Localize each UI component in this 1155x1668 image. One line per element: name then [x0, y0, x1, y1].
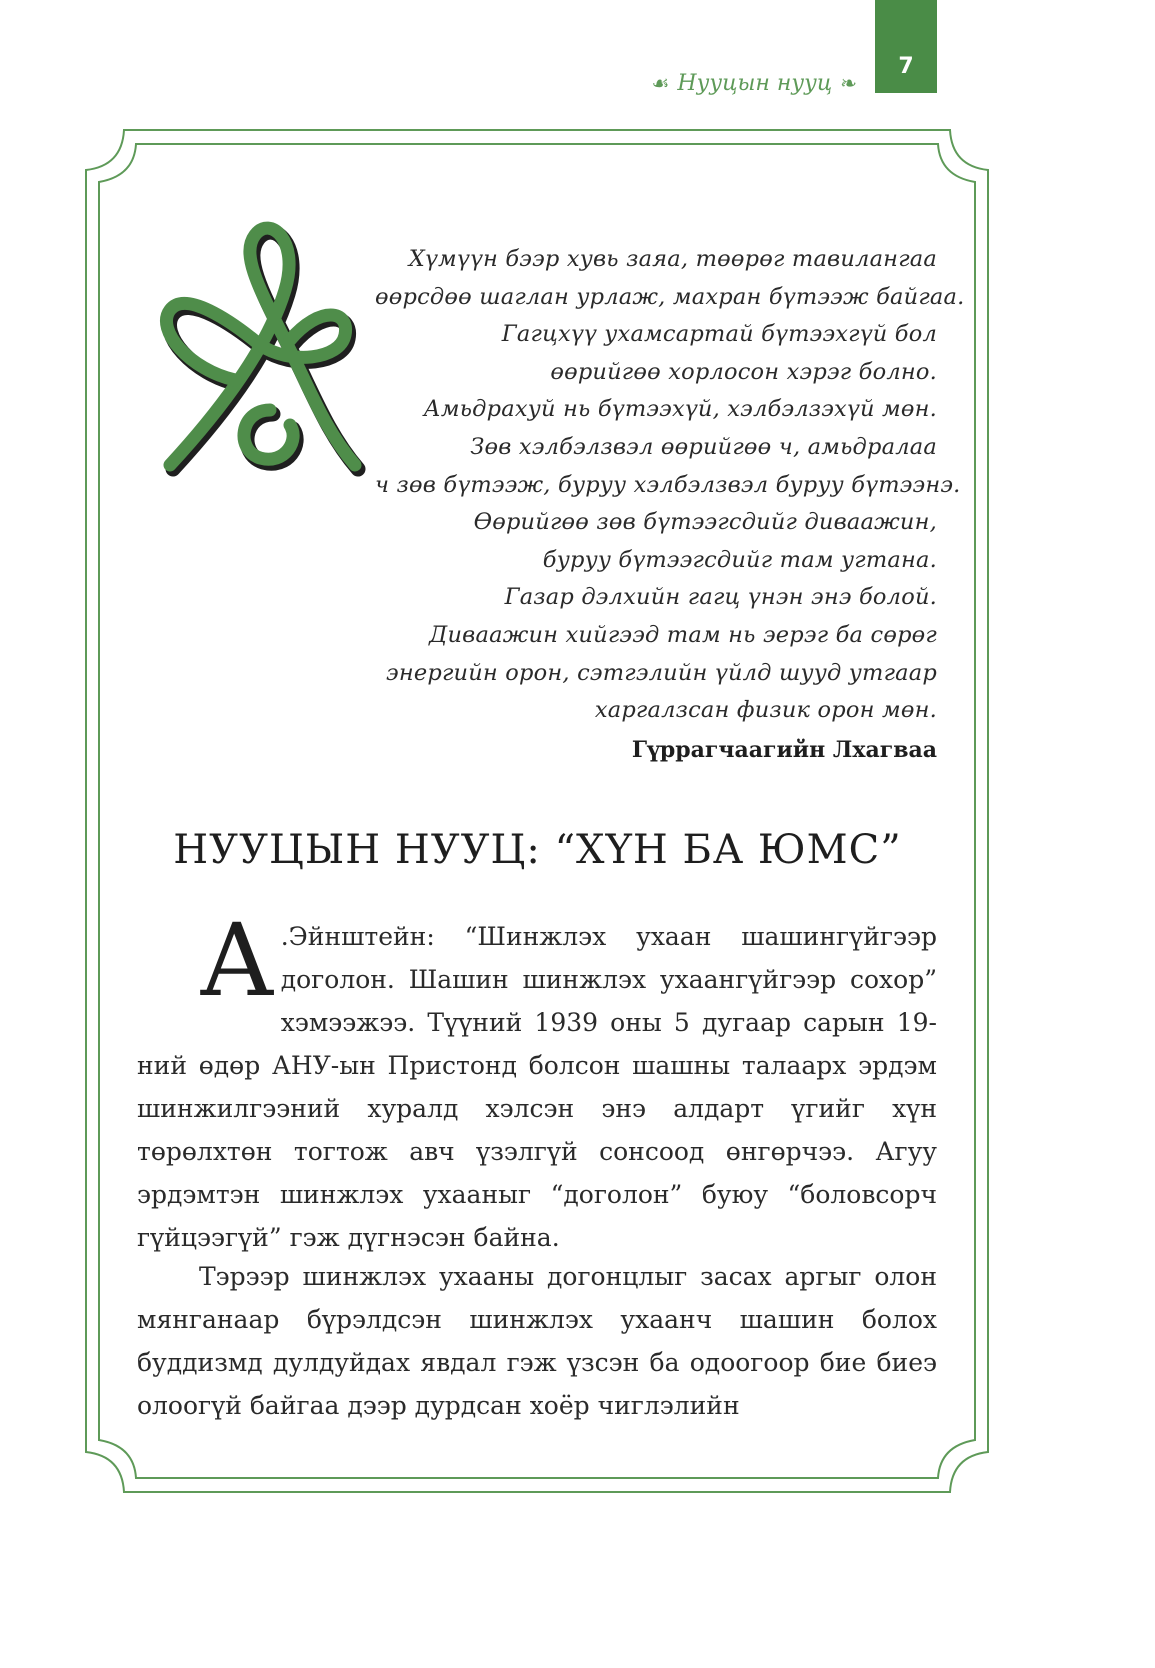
- paragraph-text: Тэрээр шинжлэх ухааны догонцлыг засах аргыг олон мянганаар бүрэлдсэн шинжлэх ухаанч шашин болох буддизмд дулдуйдах явдал гэж үзсэн ба одоогоор бие биеэ олоогүй байгаа дээр дурдсан хоёр чиглэлийн: [137, 1262, 937, 1420]
- poem-line: Диваажин хийгээд там нь эерэг ба сөрөг: [429, 621, 937, 648]
- poem-line: Зөв хэлбэлзвэл өөрийгөө ч, амьдралаа: [470, 433, 937, 460]
- page-number: 7: [898, 54, 914, 79]
- drop-cap: А: [199, 902, 275, 1019]
- paragraph-text: .Эйнштейн: “Шинжлэх ухаан шашингүйгээр доголон. Шашин шинжлэх ухаангүйгээр сохор” хэмээжээ. Түүний 1939 оны 5 дугаар сарын 19-ний өдөр АНУ-ын Пристонд болсон шашны талаарх эрдэм шинжилгээний хуралд хэлсэн энэ алдарт үгийг хүн төрөлхтөн тогтож авч үзэлгүй сонсоод өнгөрчээ. Агуу эрдэмтэн шинжлэх ухааныг “доголон” буюу “боловсорч гүйцээгүй” гэж дүгнэсэн байна.: [137, 922, 937, 1252]
- epigraph-poem: [375, 241, 965, 730]
- ornament-right-icon: ❧: [840, 71, 857, 95]
- body-paragraph-2: [137, 1255, 937, 1427]
- epigraph-author: Гүррагчаагийн Лхагваа: [631, 737, 937, 763]
- poem-line: Өөрийгөө зөв бүтээгсдийг диваажин,: [473, 509, 937, 536]
- poem-line: харгалзсан физик орон мөн.: [594, 697, 937, 724]
- poem-line: Амьдрахуй нь бүтээхүй, хэлбэлзэхүй мөн.: [423, 396, 937, 423]
- poem-line: өөрийгөө хорлосон хэрэг болно.: [550, 358, 937, 385]
- poem-line: өөрсдөө шаглан урлаж, махран бүтээж байгаа.: [375, 283, 965, 310]
- section-title: НУУЦЫН НУУЦ: “ХҮН БА ЮМС”: [173, 827, 902, 873]
- poem-line: ч зөв бүтээж, буруу хэлбэлзвэл буруу бүтээнэ.: [375, 471, 961, 498]
- body-paragraph-1: [137, 902, 937, 1259]
- celtic-knot-icon: [150, 210, 372, 495]
- poem-line: Хүмүүн бээр хувь заяа, төөрөг тавилангаа: [408, 246, 937, 272]
- ornament-left-icon: ☙: [651, 71, 670, 95]
- poem-line: буруу бүтээгсдийг там угтана.: [542, 546, 937, 573]
- poem-line: Гагцхүү ухамсартай бүтээхгүй бол: [501, 321, 937, 348]
- running-title: Нууцын нууц: [677, 70, 833, 96]
- poem-line: энергийн орон, сэтгэлийн үйлд шууд утгаар: [386, 659, 937, 686]
- poem-line: Газар дэлхийн гагц үнэн энэ болой.: [504, 584, 937, 611]
